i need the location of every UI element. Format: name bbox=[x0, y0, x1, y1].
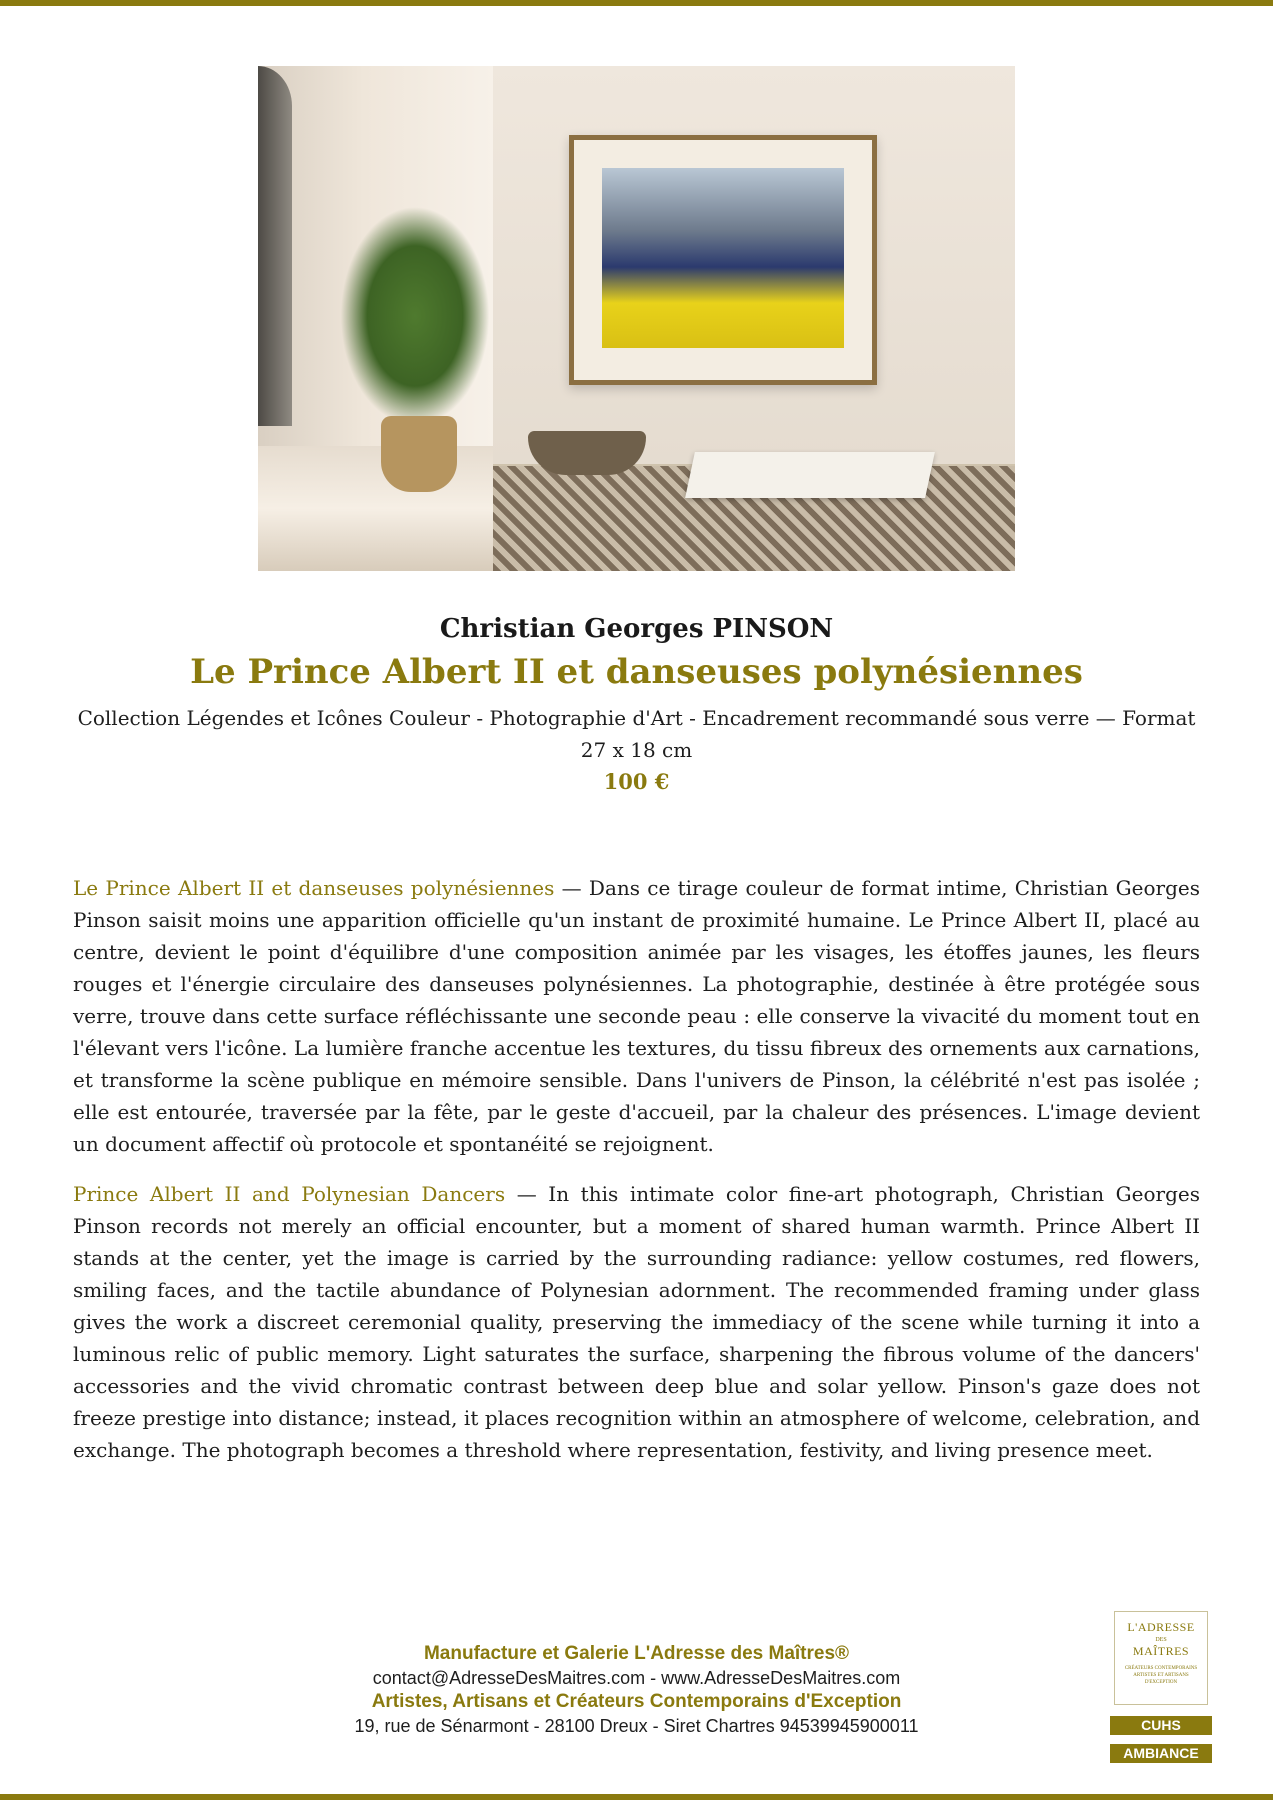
description-fr-lead: Le Prince Albert II et danseuses polynésiennes bbox=[73, 876, 555, 900]
footer bbox=[280, 1642, 993, 1738]
logo-line-3: MAÎTRES bbox=[1132, 1644, 1190, 1658]
arched-window bbox=[258, 66, 292, 426]
price: 100 € bbox=[603, 769, 670, 794]
artwork-ambiance-photo bbox=[258, 66, 1015, 571]
description-en-text: — In this intimate color fine-art photograph, Christian Georges Pinson records not merely an official encounter, but a moment of shared human warmth. Prince Albert II stands at the center, yet the image is carried by the surrounding radiance: yellow costumes, red flowers, smiling faces, and the tactile abundance of Polynesian adornment. The recommended framing under glass gives the work a discreet ceremonial quality, preserving the immediacy of the scene while turning it into a luminous relic of public memory. Light saturates the surface, sharpening the fibrous volume of the dancers' accessories and the vivid chromatic contrast between deep blue and solar yellow. Pinson's gaze does not freeze prestige into distance; instead, it places recognition within an atmosphere of welcome, celebration, and exchange. The photograph becomes a threshold where representation, festivity, and living presence meet. bbox=[73, 1182, 1200, 1462]
logo-line-4: CRÉATEURS CONTEMPORAINS ARTISTES ET ARTISANS D'EXCEPTION bbox=[1124, 1666, 1198, 1685]
tag-cuhs: CUHS bbox=[1110, 1716, 1212, 1735]
description-en bbox=[73, 1178, 1200, 1466]
title-block bbox=[60, 612, 1213, 798]
framed-photograph bbox=[569, 135, 877, 385]
ceramic-bowl bbox=[528, 431, 646, 475]
footer-gallery: Manufacture et Galerie L'Adresse des Maîtres® bbox=[423, 1643, 850, 1664]
work-meta: Collection Légendes et Icônes Couleur - Photographie d'Art - Encadrement recommandé sous verre — Format 27 x 18 cm bbox=[77, 706, 1196, 762]
tag-ambiance: AMBIANCE bbox=[1110, 1744, 1212, 1763]
wicker-basket bbox=[381, 416, 457, 492]
footer-address: 19, rue de Sénarmont - 28100 Dreux - Siret Chartres 94539945900011 bbox=[354, 1716, 919, 1736]
open-book bbox=[685, 452, 935, 498]
footer-contact[interactable]: contact@AdresseDesMaitres.com - www.AdresseDesMaitres.com bbox=[372, 1668, 901, 1688]
logo-line-2: DES bbox=[1155, 1637, 1167, 1643]
logo-line-1: L'ADRESSE bbox=[1127, 1620, 1195, 1634]
palm-plant bbox=[340, 206, 490, 426]
description bbox=[73, 872, 1200, 1484]
floor bbox=[258, 446, 493, 571]
work-title: Le Prince Albert II et danseuses polynésiennes bbox=[190, 652, 1083, 692]
footer-tagline: Artistes, Artisans et Créateurs Contemporains d'Exception bbox=[371, 1691, 902, 1712]
description-fr bbox=[73, 872, 1200, 1160]
top-rule bbox=[0, 0, 1273, 6]
photograph-print bbox=[602, 168, 844, 348]
gallery-logo bbox=[1114, 1611, 1208, 1705]
description-en-lead: Prince Albert II and Polynesian Dancers bbox=[73, 1182, 506, 1206]
artist-name: Christian Georges PINSON bbox=[439, 614, 834, 644]
description-fr-text: — Dans ce tirage couleur de format intime, Christian Georges Pinson saisit moins une apparition officielle qu'un instant de proximité humaine. Le Prince Albert II, placé au centre, devient le point d'équilibre d'une composition animée par les visages, les étoffes jaunes, les fleurs rouges et l'énergie circulaire des danseuses polynésiennes. La photographie, destinée à être protégée sous verre, trouve dans cette surface réfléchissante une seconde peau : elle conserve la vivacité du moment tout en l'élevant vers l'icône. La lumière franche accentue les textures, du tissu fibreux des ornements aux carnations, et transforme la scène publique en mémoire sensible. Dans l'univers de Pinson, la célébrité n'est pas isolée ; elle est entourée, traversée par la fête, par le geste d'accueil, par la chaleur des présences. L'image devient un document affectif où protocole et spontanéité se rejoignent. bbox=[73, 876, 1200, 1156]
bottom-rule bbox=[0, 1794, 1273, 1800]
